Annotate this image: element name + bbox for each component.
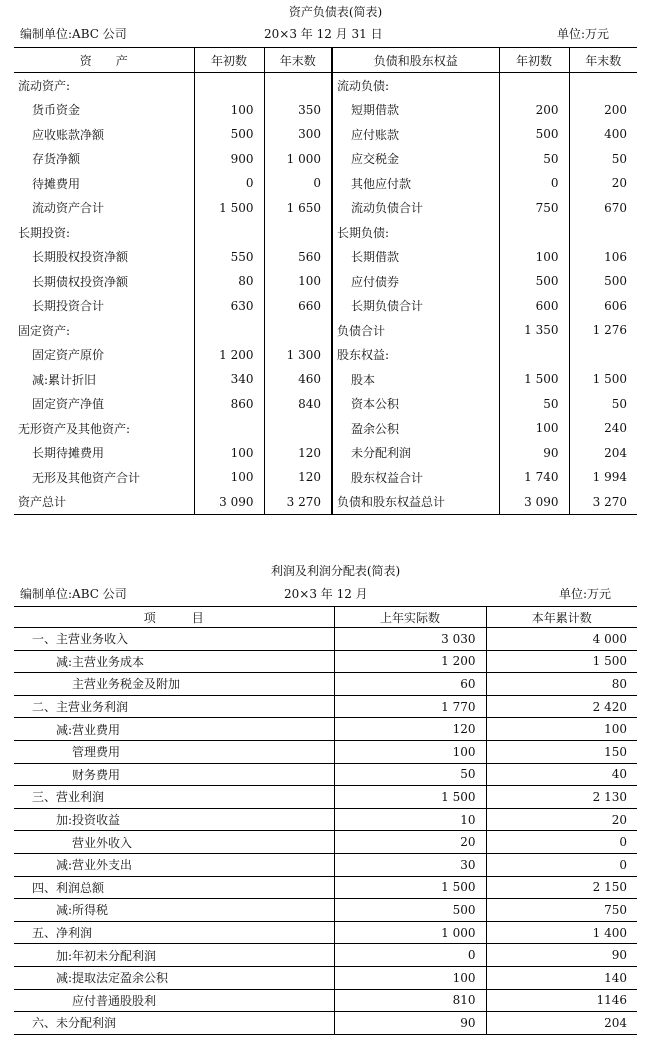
balance-sheet-liability-end: 50 [569, 392, 637, 417]
balance-sheet-row [14, 465, 637, 490]
balance-sheet-asset-label: 减:累计折旧 [32, 372, 97, 387]
balance-sheet-asset-label: 长期股权投资净额 [32, 250, 129, 265]
balance-sheet-asset-end: 0 [264, 171, 332, 196]
balance-sheet-asset-label: 无形及其他资产合计 [32, 470, 141, 485]
income-statement-prior-year: 500 [334, 899, 486, 922]
balance-sheet-liability-end: 500 [569, 269, 637, 294]
balance-sheet-asset-end: 560 [264, 245, 332, 270]
balance-sheet-row [14, 343, 637, 368]
income-statement-item-label: 管理费用 [14, 740, 334, 763]
balance-sheet-currency: 单位:万元 [557, 27, 610, 41]
balance-sheet-asset-label: 固定资产: [18, 323, 71, 338]
balance-sheet-asset-begin: 100 [194, 441, 264, 466]
income-statement-prior-year: 30 [334, 853, 486, 876]
balance-sheet-liability-label: 长期负债合计 [332, 294, 499, 319]
balance-sheet-asset-end: 120 [264, 441, 332, 466]
income-statement-row [14, 628, 637, 651]
balance-sheet-asset-begin [194, 73, 264, 98]
balance-sheet-liability-label: 应付债券 [332, 269, 499, 294]
income-statement-current-year: 1 500 [486, 650, 637, 673]
income-statement-item-label: 一、主营业务收入 [14, 628, 334, 651]
balance-sheet-row [14, 294, 637, 319]
balance-sheet-liability-begin: 90 [499, 441, 569, 466]
income-statement-row [14, 763, 637, 786]
income-statement-header-cell: 本年累计数 [486, 607, 637, 628]
income-statement-prior-year: 1 000 [334, 921, 486, 944]
balance-sheet-liability-end [569, 73, 637, 98]
income-statement-prior-year: 50 [334, 763, 486, 786]
balance-sheet-row [14, 196, 637, 221]
balance-sheet-liability-label: 长期借款 [332, 245, 499, 270]
balance-sheet-liability-label: 长期负债: [332, 220, 499, 245]
income-statement-item-label: 加:年初未分配利润 [14, 944, 334, 967]
balance-sheet-asset-label: 流动资产: [18, 78, 71, 93]
balance-sheet-asset-end: 350 [264, 98, 332, 123]
balance-sheet-asset-begin: 100 [194, 98, 264, 123]
income-statement-prior-year: 10 [334, 808, 486, 831]
balance-sheet-liability-begin: 3 090 [499, 490, 569, 515]
balance-sheet-liability-label: 流动负债: [332, 73, 499, 98]
balance-sheet-asset-begin [194, 416, 264, 441]
balance-sheet-asset-end: 460 [264, 367, 332, 392]
income-statement-row [14, 786, 637, 809]
balance-sheet-liability-end: 1 276 [569, 318, 637, 343]
balance-sheet-liability-begin: 50 [499, 147, 569, 172]
balance-sheet-asset-end: 1 000 [264, 147, 332, 172]
income-statement-unit: 编制单位:ABC 公司 [20, 587, 127, 601]
balance-sheet-asset-begin: 100 [194, 465, 264, 490]
income-statement-prior-year: 3 030 [334, 628, 486, 651]
balance-sheet-row [14, 122, 637, 147]
balance-sheet-liability-label: 短期借款 [332, 98, 499, 123]
balance-sheet-liability-begin: 1 740 [499, 465, 569, 490]
balance-sheet-liability-end: 3 270 [569, 490, 637, 515]
balance-sheet-row [14, 245, 637, 270]
income-statement-item-label: 营业外收入 [14, 831, 334, 854]
income-statement-item-label: 减:所得税 [14, 899, 334, 922]
balance-sheet-asset-end: 100 [264, 269, 332, 294]
balance-sheet-row [14, 367, 637, 392]
balance-sheet-liability-label: 负债和股东权益总计 [332, 490, 499, 515]
balance-sheet-asset-begin: 3 090 [194, 490, 264, 515]
income-statement-item-label: 减:主营业务成本 [14, 650, 334, 673]
balance-sheet-liability-begin: 500 [499, 269, 569, 294]
balance-sheet-liability-begin: 0 [499, 171, 569, 196]
income-statement-prior-year: 1 770 [334, 695, 486, 718]
balance-sheet-liability-label: 应交税金 [332, 147, 499, 172]
balance-sheet-asset-end [264, 220, 332, 245]
balance-sheet-liability-label: 股本 [332, 367, 499, 392]
income-statement-current-year: 4 000 [486, 628, 637, 651]
balance-sheet-liability-begin [499, 220, 569, 245]
income-statement-prior-year: 1 500 [334, 786, 486, 809]
balance-sheet-liability-begin: 100 [499, 245, 569, 270]
balance-sheet-asset-label: 货币资金 [32, 103, 81, 118]
balance-sheet-asset-end: 3 270 [264, 490, 332, 515]
balance-sheet-asset-begin: 900 [194, 147, 264, 172]
balance-sheet-asset-label: 长期投资: [18, 225, 71, 240]
income-statement-header-cell: 上年实际数 [334, 607, 486, 628]
balance-sheet-asset-label: 长期投资合计 [32, 299, 105, 314]
balance-sheet-liability-begin: 1 500 [499, 367, 569, 392]
balance-sheet-liability-label: 未分配利润 [332, 441, 499, 466]
balance-sheet-asset-begin: 1 200 [194, 343, 264, 368]
income-statement-prior-year: 0 [334, 944, 486, 967]
balance-sheet-liability-label: 资本公积 [332, 392, 499, 417]
income-statement-prior-year: 100 [334, 966, 486, 989]
balance-sheet-row [14, 490, 637, 515]
income-statement-row [14, 1012, 637, 1035]
balance-sheet-row [14, 269, 637, 294]
income-statement-item-label: 减:营业费用 [14, 718, 334, 741]
balance-sheet-liability-begin: 1 350 [499, 318, 569, 343]
income-statement-current-year: 90 [486, 944, 637, 967]
balance-sheet-asset-begin [194, 318, 264, 343]
balance-sheet-liability-label: 股东权益合计 [332, 465, 499, 490]
income-statement-date: 20×3 年 12 月 [284, 587, 368, 601]
income-statement-current-year: 150 [486, 740, 637, 763]
balance-sheet-date: 20×3 年 12 月 31 日 [264, 27, 383, 41]
income-statement-current-year: 80 [486, 673, 637, 696]
income-statement-prior-year: 60 [334, 673, 486, 696]
income-statement-row [14, 966, 637, 989]
balance-sheet-asset-label: 存货净额 [32, 152, 81, 167]
income-statement-prior-year: 1 500 [334, 876, 486, 899]
income-statement-current-year: 0 [486, 853, 637, 876]
income-statement-row [14, 853, 637, 876]
balance-sheet-liability-begin: 500 [499, 122, 569, 147]
balance-sheet-header-cell: 年末数 [569, 48, 637, 73]
balance-sheet-liability-end [569, 343, 637, 368]
balance-sheet-asset-end [264, 318, 332, 343]
income-statement-row [14, 899, 637, 922]
balance-sheet-asset-label: 资产总计 [18, 495, 67, 510]
balance-sheet-liability-end: 400 [569, 122, 637, 147]
balance-sheet-asset-begin: 860 [194, 392, 264, 417]
income-statement-row [14, 876, 637, 899]
balance-sheet-row [14, 147, 637, 172]
balance-sheet-asset-label: 长期债权投资净额 [32, 274, 129, 289]
balance-sheet-row [14, 220, 637, 245]
income-statement-current-year: 40 [486, 763, 637, 786]
balance-sheet-row [14, 98, 637, 123]
income-statement-current-year: 2 130 [486, 786, 637, 809]
income-statement-current-year: 100 [486, 718, 637, 741]
balance-sheet-liability-end: 20 [569, 171, 637, 196]
income-statement-current-year: 1 400 [486, 921, 637, 944]
balance-sheet-asset-end: 660 [264, 294, 332, 319]
balance-sheet-liability-begin: 100 [499, 416, 569, 441]
balance-sheet-header-cell: 资 产 [14, 48, 194, 73]
balance-sheet-liability-label: 负债合计 [332, 318, 499, 343]
income-statement-item-label: 加:投资收益 [14, 808, 334, 831]
balance-sheet-asset-begin: 630 [194, 294, 264, 319]
income-statement-item-label: 财务费用 [14, 763, 334, 786]
income-statement-item-label: 减:提取法定盈余公积 [14, 966, 334, 989]
balance-sheet-row [14, 392, 637, 417]
income-statement-prior-year: 20 [334, 831, 486, 854]
balance-sheet-asset-end: 1 650 [264, 196, 332, 221]
balance-sheet-asset-begin: 0 [194, 171, 264, 196]
income-statement-current-year: 140 [486, 966, 637, 989]
balance-sheet-row [14, 73, 637, 98]
balance-sheet-liability-begin: 200 [499, 98, 569, 123]
balance-sheet-liability-begin: 600 [499, 294, 569, 319]
balance-sheet-liability-end: 670 [569, 196, 637, 221]
balance-sheet-asset-label: 待摊费用 [32, 176, 81, 191]
income-statement-row [14, 921, 637, 944]
balance-sheet-liability-begin: 750 [499, 196, 569, 221]
balance-sheet-liability-end: 106 [569, 245, 637, 270]
balance-sheet-header-cell: 年初数 [194, 48, 264, 73]
balance-sheet-liability-end: 50 [569, 147, 637, 172]
balance-sheet-asset-begin: 1 500 [194, 196, 264, 221]
balance-sheet-row [14, 171, 637, 196]
balance-sheet-liability-label: 盈余公积 [332, 416, 499, 441]
income-statement-current-year: 0 [486, 831, 637, 854]
income-statement-item-label: 主营业务税金及附加 [14, 673, 334, 696]
balance-sheet-liability-end: 204 [569, 441, 637, 466]
balance-sheet-unit: 编制单位:ABC 公司 [20, 27, 127, 41]
balance-sheet-header-cell: 年初数 [499, 48, 569, 73]
balance-sheet-asset-label: 固定资产净值 [32, 397, 105, 412]
balance-sheet-header-cell: 年末数 [264, 48, 332, 73]
balance-sheet-header-row [14, 48, 637, 73]
balance-sheet-asset-end: 120 [264, 465, 332, 490]
balance-sheet-liability-end: 200 [569, 98, 637, 123]
income-statement-prior-year: 1 200 [334, 650, 486, 673]
income-statement-prior-year: 100 [334, 740, 486, 763]
income-statement-row [14, 740, 637, 763]
balance-sheet-liability-end: 240 [569, 416, 637, 441]
balance-sheet-asset-end [264, 416, 332, 441]
balance-sheet-liability-begin [499, 343, 569, 368]
income-statement-prior-year: 90 [334, 1012, 486, 1035]
income-statement-row [14, 831, 637, 854]
balance-sheet-row [14, 441, 637, 466]
income-statement-current-year: 750 [486, 899, 637, 922]
balance-sheet-asset-label: 应收账款净额 [32, 127, 105, 142]
balance-sheet-title: 资产负债表(简表) [288, 5, 383, 19]
balance-sheet-liability-begin: 50 [499, 392, 569, 417]
balance-sheet-liability-end: 1 500 [569, 367, 637, 392]
balance-sheet-header-cell: 负债和股东权益 [332, 48, 499, 73]
income-statement-row [14, 808, 637, 831]
balance-sheet-row [14, 318, 637, 343]
income-statement-row [14, 650, 637, 673]
income-statement-row [14, 989, 637, 1012]
income-statement-title: 利润及利润分配表(简表) [270, 564, 401, 578]
income-statement-item-label: 六、未分配利润 [32, 1016, 117, 1031]
income-statement-table [14, 606, 637, 1035]
income-statement-current-year: 1146 [486, 989, 637, 1012]
income-statement-prior-year: 810 [334, 989, 486, 1012]
income-statement-row [14, 944, 637, 967]
balance-sheet-asset-begin: 550 [194, 245, 264, 270]
balance-sheet-liability-label: 其他应付款 [332, 171, 499, 196]
income-statement-currency: 单位:万元 [559, 587, 612, 601]
income-statement-row [14, 673, 637, 696]
balance-sheet-asset-label: 无形资产及其他资产: [18, 421, 131, 436]
balance-sheet-asset-end: 840 [264, 392, 332, 417]
income-statement-item-label: 三、营业利润 [14, 786, 334, 809]
income-statement-current-year: 2 150 [486, 876, 637, 899]
income-statement-header-row [14, 607, 637, 628]
balance-sheet-asset-begin: 80 [194, 269, 264, 294]
balance-sheet-asset-begin: 340 [194, 367, 264, 392]
income-statement-item-label: 应付普通股股利 [14, 989, 334, 1012]
balance-sheet-liability-end: 606 [569, 294, 637, 319]
income-statement-prior-year: 120 [334, 718, 486, 741]
balance-sheet-table [14, 47, 637, 515]
income-statement-current-year: 204 [486, 1012, 637, 1035]
income-statement-header-cell: 项 目 [14, 607, 334, 628]
balance-sheet-asset-end: 300 [264, 122, 332, 147]
income-statement-item-label: 四、利润总额 [14, 876, 334, 899]
balance-sheet-asset-begin [194, 220, 264, 245]
income-statement-item-label: 减:营业外支出 [14, 853, 334, 876]
balance-sheet-liability-begin [499, 73, 569, 98]
balance-sheet-asset-end: 1 300 [264, 343, 332, 368]
balance-sheet-liability-label: 流动负债合计 [332, 196, 499, 221]
balance-sheet-asset-begin: 500 [194, 122, 264, 147]
balance-sheet-asset-end [264, 73, 332, 98]
balance-sheet-liability-label: 应付账款 [332, 122, 499, 147]
income-statement-row [14, 718, 637, 741]
balance-sheet-asset-label: 固定资产原价 [32, 348, 105, 363]
income-statement-item-label: 二、主营业务利润 [14, 695, 334, 718]
income-statement-current-year: 2 420 [486, 695, 637, 718]
income-statement-row [14, 695, 637, 718]
balance-sheet-asset-label: 流动资产合计 [32, 201, 105, 216]
balance-sheet-liability-label: 股东权益: [332, 343, 499, 368]
balance-sheet-liability-end: 1 994 [569, 465, 637, 490]
balance-sheet-asset-label: 长期待摊费用 [32, 446, 105, 461]
balance-sheet-row [14, 416, 637, 441]
income-statement-item-label: 五、净利润 [14, 921, 334, 944]
balance-sheet-liability-end [569, 220, 637, 245]
income-statement-current-year: 20 [486, 808, 637, 831]
